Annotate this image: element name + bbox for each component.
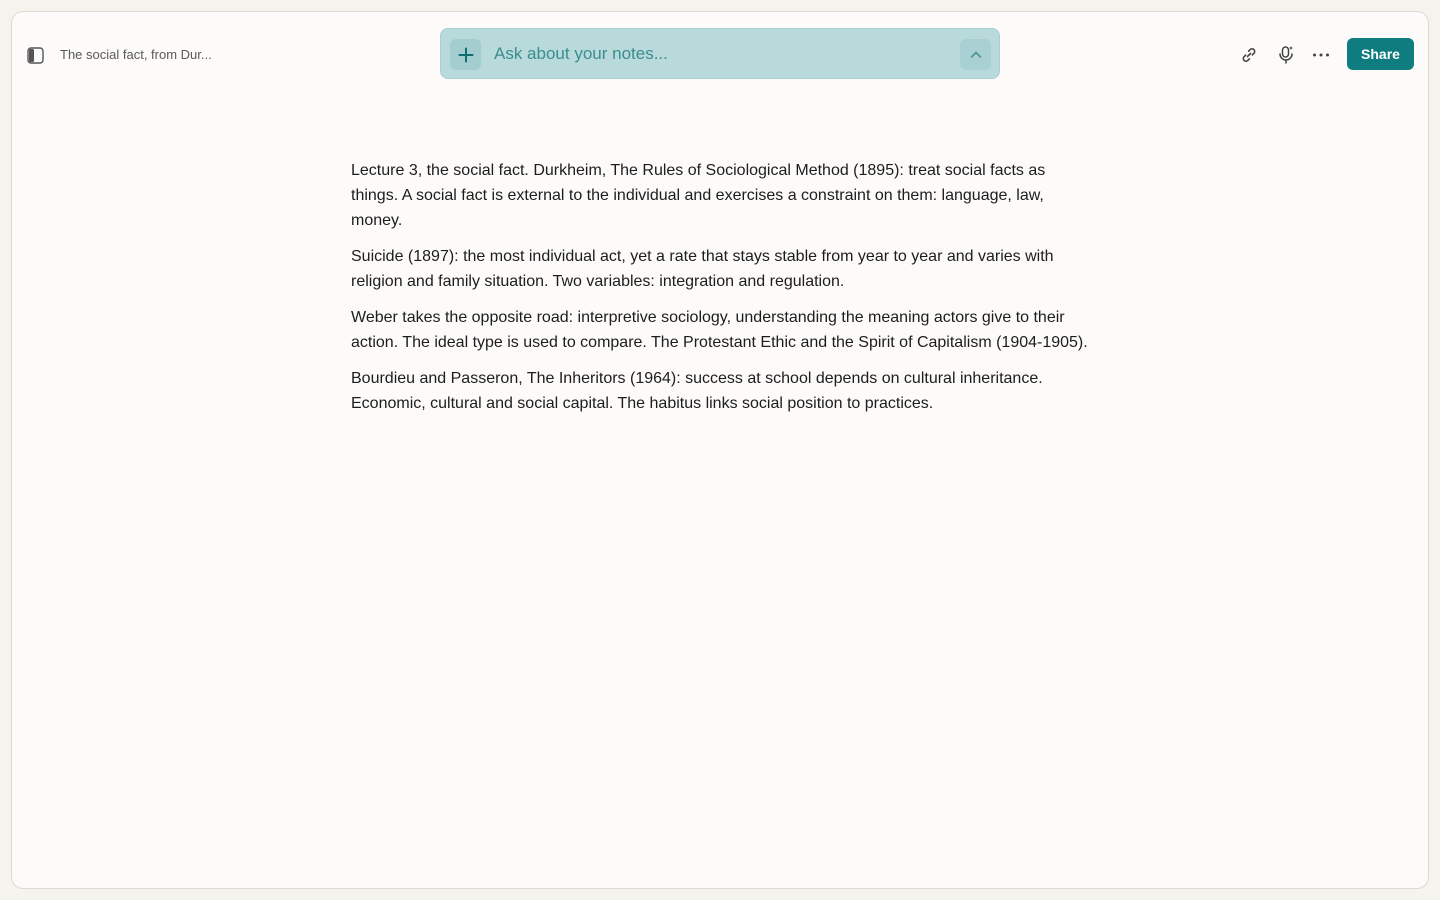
note-paragraph: Weber takes the opposite road: interpretive sociology, understanding the meaning actors give to their action. The ideal type is used to compare. The Protestant Ethic and the Spirit of Capitalism (1904-1905). [351,309,1088,351]
more-horizontal-icon[interactable] [1309,43,1333,67]
chevron-up-icon[interactable] [960,39,991,70]
plus-icon[interactable] [450,39,481,70]
sidebar-toggle-icon[interactable] [26,46,44,64]
note-body[interactable] [351,158,1096,427]
microphone-icon[interactable] [1274,43,1298,67]
ask-notes-bar [440,28,1000,79]
app-window [11,11,1429,889]
share-button[interactable]: Share [1347,38,1414,70]
top-bar [12,12,1428,98]
document-title[interactable]: The social fact, from Dur... [60,47,212,62]
note-paragraph: Suicide (1897): the most individual act, yet a rate that stays stable from year to year and varies with religion and family situation. Two variables: integration and regulation. [351,248,1054,290]
ask-notes-input[interactable] [494,41,934,67]
link-icon[interactable] [1237,43,1261,67]
note-paragraph: Lecture 3, the social fact. Durkheim, The Rules of Sociological Method (1895): treat social facts as things. A social fact is external to the individual and exercises a constraint on them: language, law, money. [351,162,1046,229]
note-paragraph: Bourdieu and Passeron, The Inheritors (1964): success at school depends on cultural inheritance. Economic, cultural and social capital. The habitus links social position to practices. [351,370,1043,412]
